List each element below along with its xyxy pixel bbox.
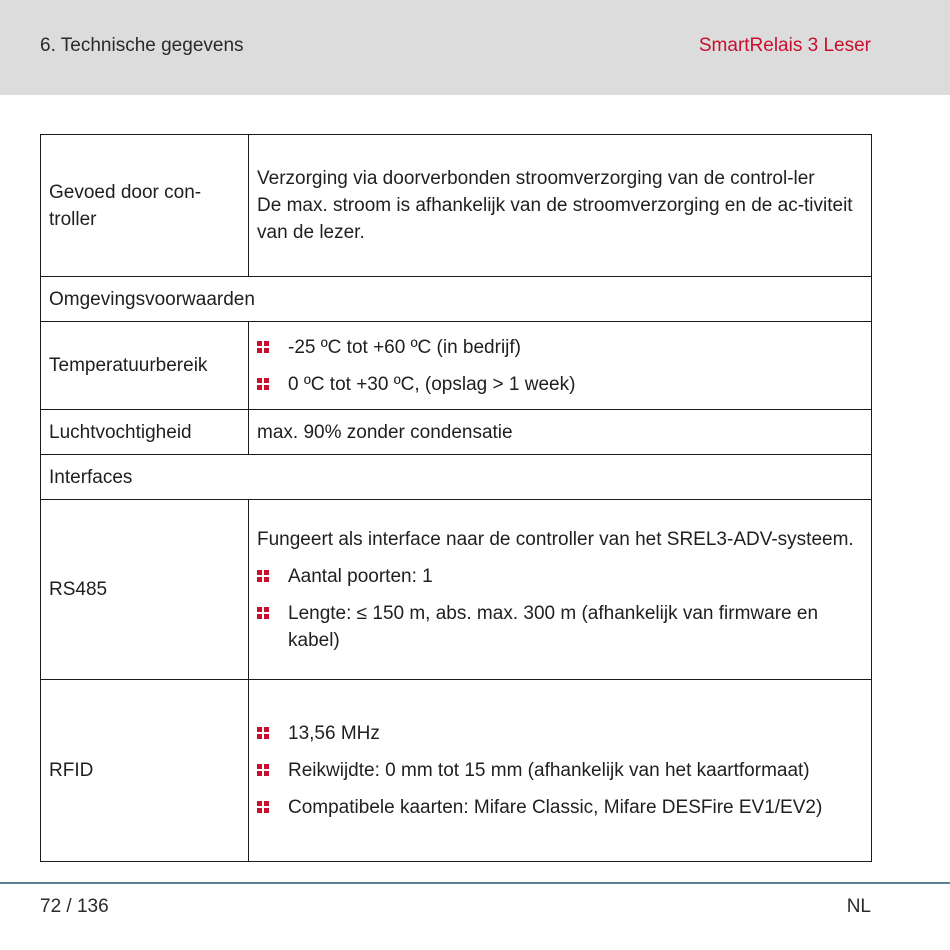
humidity-label: Luchtvochtigheid [41,410,249,455]
section-title: 6. Technische gegevens [40,35,244,56]
power-paragraph-1: Verzorging via doorverbonden stroomverzorging van de control-ler [257,168,815,189]
bullet-icon [257,801,270,814]
rs485-bullet-2: Lengte: ≤ 150 m, abs. max. 300 m (afhankelijk van firmware en kabel) [288,602,819,651]
list-item [257,794,863,821]
row-value-rs485 [249,500,872,680]
list-item [257,563,863,590]
table-section-row [41,277,872,322]
product-name: SmartRelais 3 Leser [698,35,871,56]
table-row [41,410,872,455]
list-item [257,720,863,747]
list-item [257,334,863,361]
rfid-label: RFID [41,680,249,862]
page-header [0,0,950,95]
table-section-row [41,455,872,500]
row-value-rfid [249,680,872,862]
table-row [41,322,872,410]
bullet-icon [257,570,270,583]
list-item [257,600,863,654]
language-code: NL [846,896,871,917]
bullet-icon [257,727,270,740]
bullet-icon [257,341,270,354]
table-row [41,500,872,680]
bullet-icon [257,607,270,620]
temperature-label: Temperatuurbereik [41,322,249,410]
list-item [257,757,863,784]
humidity-value: max. 90% zonder condensatie [249,410,872,455]
rfid-bullet-2: Reikwijdte: 0 mm tot 15 mm (afhankelijk van het kaartformaat) [288,760,810,781]
row-value-power [249,135,872,277]
list-item [257,371,863,398]
technical-data-table [40,134,872,862]
rs485-intro: Fungeert als interface naar de controller van het SREL3-ADV-systeem. [257,528,854,550]
page-number: 72 / 136 [40,896,109,917]
power-label: Gevoed door con-troller [49,181,202,230]
bullet-icon [257,764,270,777]
rs485-label: RS485 [41,500,249,680]
temperature-bullet-1: -25 ºC tot +60 ºC (in bedrijf) [288,336,522,358]
rs485-bullet-1: Aantal poorten: 1 [288,565,433,587]
interfaces-heading: Interfaces [41,455,872,500]
rfid-bullet-3: Compatibele kaarten: Mifare Classic, Mifare DESFire EV1/EV2) [288,797,823,818]
row-label-power [41,135,249,277]
power-paragraph-2: De max. stroom is afhankelijk van de stroomverzorging en de ac-tiviteit van de lezer. [257,195,853,243]
row-value-temperature [249,322,872,410]
table-row [41,135,872,277]
temperature-bullet-2: 0 ºC tot +30 ºC, (opslag > 1 week) [288,373,576,395]
footer-divider [0,882,950,884]
table-row [41,680,872,862]
environment-heading: Omgevingsvoorwaarden [41,277,872,322]
rfid-bullet-1: 13,56 MHz [288,723,380,744]
bullet-icon [257,378,270,391]
